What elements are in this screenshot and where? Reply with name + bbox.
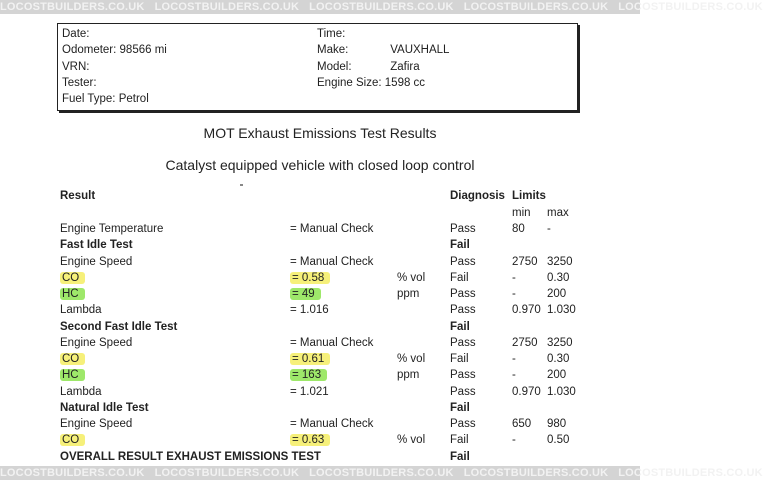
- watermark-band-top: [0, 0, 763, 14]
- make-value: VAUXHALL: [390, 44, 450, 56]
- result-unit: % vol: [397, 271, 426, 284]
- section-heading: Second Fast Idle Test: [60, 320, 178, 333]
- max-column-header: max: [547, 207, 569, 219]
- watermark-text: LOCOSTBUILDERS.CO.UK: [0, 1, 145, 13]
- document-subtitle: Catalyst equipped vehicle with closed loop control: [165, 157, 475, 173]
- diagnosis-status: Fail: [450, 239, 470, 252]
- model-field: [317, 61, 420, 73]
- odometer-field: [62, 44, 167, 56]
- result-label: CO: [60, 434, 85, 446]
- result-value: = Manual Check: [290, 223, 374, 235]
- diagnosis-status: Fail: [450, 434, 469, 447]
- limit-max: -: [547, 223, 551, 235]
- engine-size-value: 1598 cc: [384, 77, 426, 89]
- result-label: CO: [60, 353, 85, 365]
- date-field: [62, 28, 90, 40]
- limit-min: 0.970: [512, 304, 541, 317]
- result-label: HC: [60, 288, 85, 300]
- result-unit: ppm: [397, 369, 420, 382]
- diagnosis-column-header: Diagnosis: [450, 190, 505, 202]
- result-value: = Manual Check: [290, 336, 374, 349]
- section-heading: Natural Idle Test: [60, 401, 149, 414]
- limit-min: -: [512, 434, 516, 447]
- result-label: Lambda: [60, 385, 102, 398]
- fuel-type-field: [62, 93, 149, 105]
- time-field: [317, 28, 345, 40]
- diagnosis-status: Pass: [450, 255, 476, 268]
- scan-speck: [240, 184, 243, 186]
- section-heading: Fast Idle Test: [60, 239, 133, 252]
- engine-size-field: [317, 77, 425, 89]
- model-value: Zafira: [390, 61, 420, 73]
- diagnosis-status: Pass: [450, 385, 476, 398]
- diagnosis-status: Fail: [450, 271, 469, 284]
- make-field: [317, 44, 449, 56]
- result-value: = 49: [290, 288, 321, 300]
- diagnosis-status: Pass: [450, 288, 476, 300]
- watermark-text: LOCOSTBUILDERS.CO.UK: [618, 467, 763, 479]
- result-value: = 163: [290, 369, 327, 381]
- diagnosis-status: Pass: [450, 418, 476, 430]
- watermark-text: LOCOSTBUILDERS.CO.UK: [463, 1, 609, 13]
- section-heading: OVERALL RESULT EXHAUST EMISSIONS TEST: [60, 450, 321, 463]
- limit-max: 200: [547, 369, 567, 382]
- watermark-text: LOCOSTBUILDERS.CO.UK: [0, 467, 145, 479]
- result-label: Engine Speed: [60, 418, 133, 430]
- limit-max: 0.50: [547, 434, 570, 447]
- limit-min: 0.970: [512, 385, 541, 398]
- diagnosis-status: Fail: [450, 401, 470, 414]
- limit-min: -: [512, 369, 516, 382]
- result-value: = 1.021: [290, 385, 329, 398]
- limit-max: 0.30: [547, 271, 570, 284]
- result-value: = 0.61: [290, 353, 330, 365]
- limit-min: -: [512, 288, 516, 300]
- watermark-band-bottom: [0, 466, 763, 480]
- result-label: Engine Speed: [60, 336, 133, 349]
- result-label: HC: [60, 369, 85, 381]
- limit-min: 650: [512, 418, 532, 430]
- limit-min: -: [512, 271, 516, 284]
- limit-min: -: [512, 353, 516, 365]
- result-label: CO: [60, 272, 85, 284]
- limit-min: 2750: [512, 255, 538, 268]
- limit-min: 2750: [512, 336, 538, 349]
- result-label: Engine Speed: [60, 255, 133, 268]
- engine-size-label: Engine Size:: [317, 77, 382, 89]
- date-label: Date:: [62, 28, 90, 40]
- limit-max: 200: [547, 288, 567, 300]
- limit-min: 80: [512, 223, 525, 235]
- document-title: MOT Exhaust Emissions Test Results: [203, 125, 437, 141]
- watermark-text: LOCOSTBUILDERS.CO.UK: [309, 1, 454, 13]
- tester-label: Tester:: [62, 77, 97, 89]
- fuel-type-label: Fuel Type:: [62, 93, 116, 105]
- result-column-header: Result: [60, 190, 96, 202]
- vrn-field: [62, 61, 89, 73]
- watermark-text: LOCOSTBUILDERS.CO.UK: [309, 467, 454, 479]
- diagnosis-status: Pass: [450, 336, 476, 349]
- result-value: = 0.58: [290, 272, 330, 284]
- diagnosis-status: Pass: [450, 369, 476, 382]
- odometer-value: 98566 mi: [119, 44, 167, 56]
- diagnosis-status: Pass: [450, 304, 476, 317]
- time-label: Time:: [317, 28, 346, 40]
- result-label: Lambda: [60, 304, 102, 317]
- result-value: = 1.016: [290, 304, 329, 317]
- watermark-text: LOCOSTBUILDERS.CO.UK: [463, 467, 609, 479]
- odometer-label: Odometer:: [62, 44, 117, 56]
- model-label: Model:: [317, 61, 352, 73]
- limit-max: 1.030: [547, 385, 576, 398]
- limit-max: 980: [547, 418, 567, 430]
- watermark-text: LOCOSTBUILDERS.CO.UK: [154, 1, 300, 13]
- result-label: Engine Temperature: [60, 223, 164, 235]
- result-unit: % vol: [397, 353, 426, 365]
- vrn-label: VRN:: [62, 61, 90, 73]
- result-value: = 0.63: [290, 434, 330, 446]
- result-value: = Manual Check: [290, 418, 374, 430]
- watermark-text: LOCOSTBUILDERS.CO.UK: [618, 1, 763, 13]
- vehicle-info-box: [57, 23, 578, 111]
- tester-field: [62, 77, 97, 89]
- diagnosis-status: Pass: [450, 223, 476, 235]
- make-label: Make:: [317, 44, 349, 56]
- result-unit: % vol: [397, 434, 426, 447]
- result-unit: ppm: [397, 288, 420, 300]
- diagnosis-status: Fail: [450, 450, 470, 463]
- diagnosis-status: Fail: [450, 320, 470, 333]
- limit-max: 1.030: [547, 304, 576, 317]
- limit-max: 3250: [547, 255, 573, 268]
- limits-column-header: Limits: [512, 190, 546, 202]
- limit-max: 0.30: [547, 353, 570, 365]
- min-column-header: min: [512, 207, 531, 219]
- watermark-text: LOCOSTBUILDERS.CO.UK: [154, 467, 300, 479]
- limit-max: 3250: [547, 336, 573, 349]
- diagnosis-status: Fail: [450, 353, 469, 365]
- result-value: = Manual Check: [290, 255, 374, 268]
- fuel-type-value: Petrol: [118, 93, 149, 105]
